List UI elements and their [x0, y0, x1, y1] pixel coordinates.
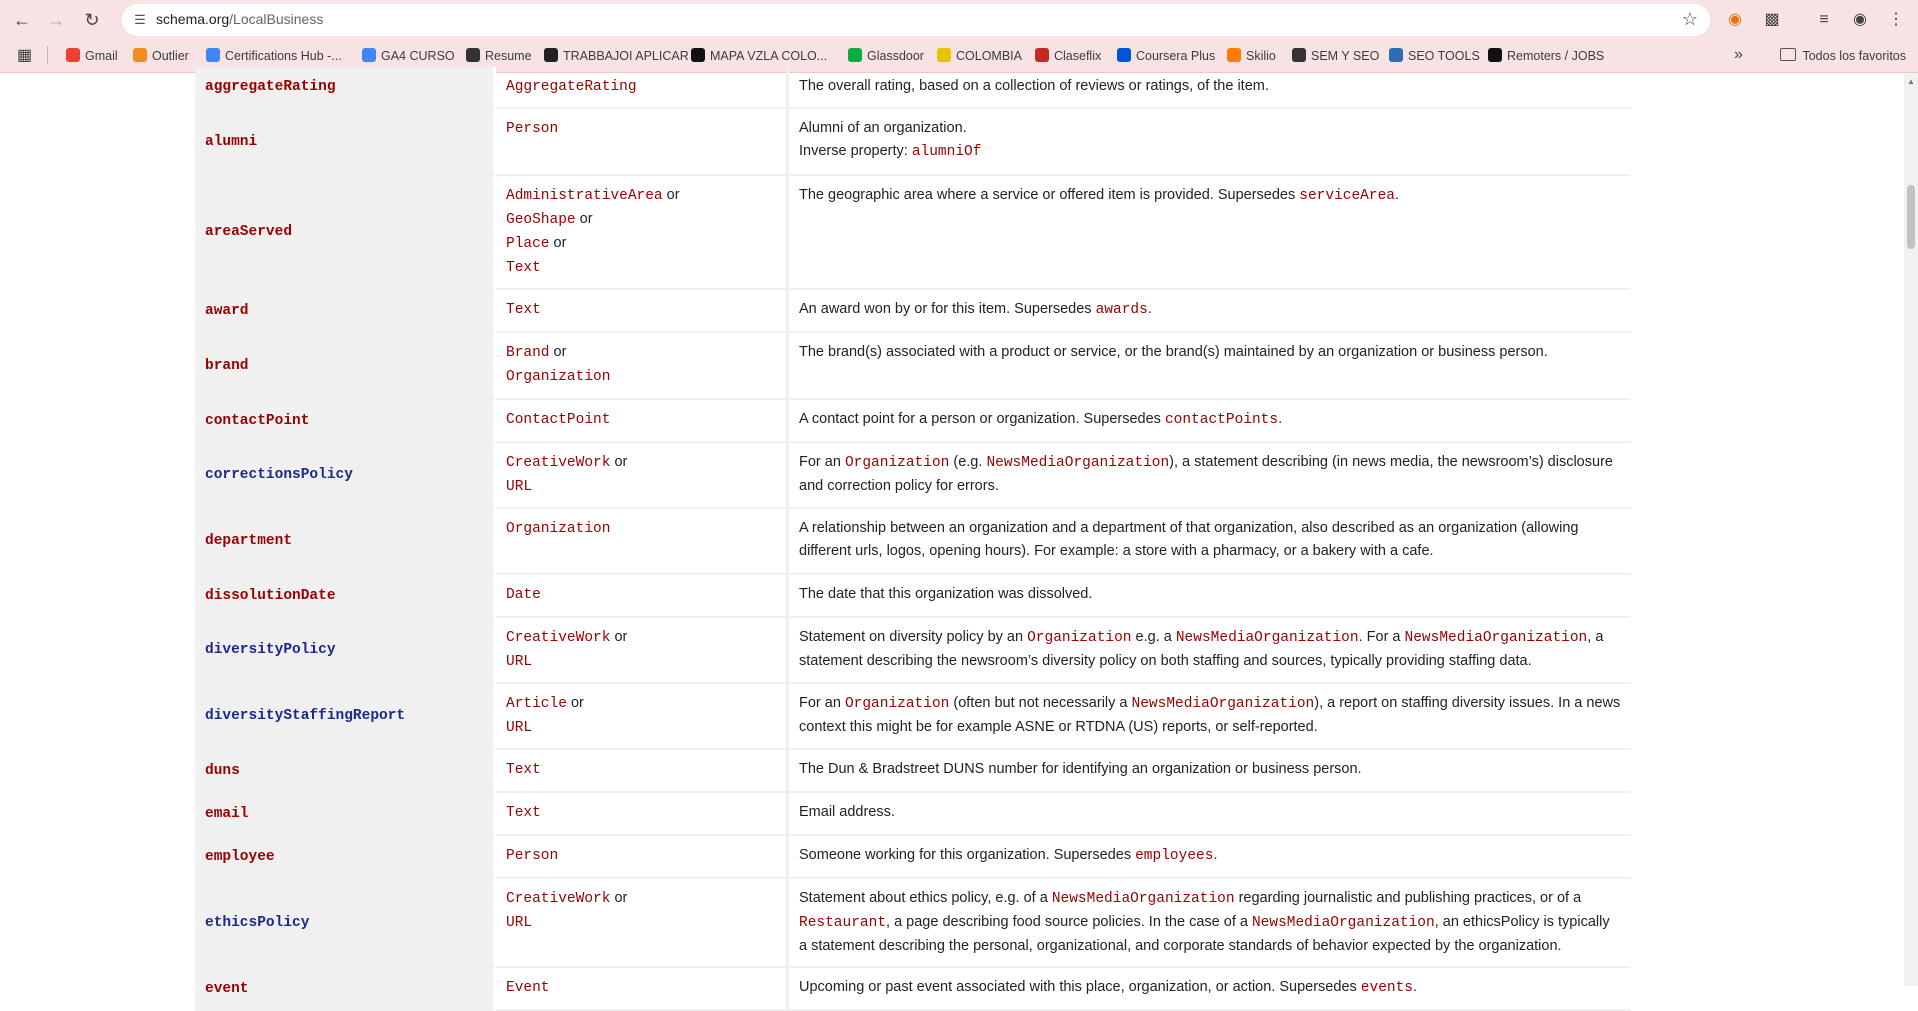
property-row [195, 968, 1631, 1011]
property-name-link[interactable]: contactPoint [205, 412, 310, 429]
expected-type-cell [496, 968, 789, 1011]
description-text: (e.g. [949, 454, 987, 470]
description-text: ), a statement describing (in news media, the newsroom’s) disclosure and correction policy for errors. [799, 454, 1613, 494]
type-link[interactable]: CreativeWork [506, 455, 611, 471]
or-text: or [614, 629, 628, 645]
property-name-cell [195, 879, 496, 968]
bookmark-item[interactable] [1117, 48, 1215, 64]
bookmark-label: SEO TOOLS [1408, 49, 1480, 63]
bookmark-item[interactable] [544, 48, 689, 64]
bookmark-favicon-icon [937, 48, 951, 62]
scroll-up-icon[interactable]: ▲ [1907, 77, 1915, 86]
property-row [195, 67, 1631, 109]
inline-type-link[interactable]: events [1360, 980, 1414, 996]
bookmark-favicon-icon [544, 48, 558, 62]
back-icon[interactable]: ← [13, 10, 31, 30]
property-row [195, 684, 1631, 750]
profile-avatar[interactable]: ◉ [1853, 11, 1867, 28]
type-link[interactable]: URL [506, 915, 533, 931]
description-text: Inverse property: [799, 143, 912, 159]
description-text: e.g. a [1131, 629, 1176, 645]
bookmark-label: COLOMBIA [956, 49, 1022, 63]
expected-type-cell [496, 290, 789, 333]
bookmark-item[interactable] [362, 48, 455, 64]
expected-type-cell [496, 443, 789, 509]
property-name-link[interactable]: alumni [205, 133, 258, 150]
inline-type-link[interactable]: awards [1095, 302, 1148, 318]
type-link[interactable]: CreativeWork [506, 891, 611, 907]
bookmark-label: Remoters / JOBS [1507, 49, 1605, 63]
reading-list-icon[interactable]: ≡ [1819, 11, 1829, 28]
site-info-icon[interactable]: ☰ [134, 12, 146, 27]
expected-type-cell [496, 879, 789, 968]
menu-icon[interactable]: ⋮ [1888, 11, 1904, 28]
property-name-link[interactable]: brand [205, 357, 249, 374]
bookmark-favicon-icon [848, 48, 862, 62]
expected-type-cell [496, 109, 789, 176]
bookmark-label: Skilio [1246, 49, 1276, 63]
description-cell [789, 618, 1631, 684]
property-name-cell [195, 684, 496, 750]
description-text: Upcoming or past event associated with this place, organization, or action. Supersedes [799, 979, 1361, 995]
property-name-cell [195, 750, 496, 793]
property-row [195, 333, 1631, 400]
type-link[interactable]: Text [506, 762, 541, 778]
bookmark-item[interactable] [206, 48, 342, 64]
description-text: Statement about ethics policy, e.g. of a [799, 890, 1052, 906]
folder-icon [1780, 48, 1796, 61]
or-text: or [614, 890, 628, 906]
all-bookmarks-folder[interactable]: Todos los favoritos [1780, 48, 1906, 64]
type-link[interactable]: GeoShape [506, 212, 576, 228]
bookmark-label: TRABBAJOI APLICAR [563, 49, 689, 63]
expected-type-cell [496, 176, 789, 290]
type-link[interactable]: ContactPoint [506, 412, 611, 428]
bookmark-item[interactable] [848, 48, 924, 64]
bookmark-label: Coursera Plus [1136, 49, 1216, 63]
property-row [195, 836, 1631, 879]
scrollbar-thumb[interactable] [1907, 185, 1915, 249]
bookmark-item[interactable] [466, 48, 532, 64]
bookmark-label: SEM Y SEO [1311, 49, 1380, 63]
description-cell [789, 793, 1631, 836]
property-name-cell [195, 400, 496, 443]
more-bookmarks-icon[interactable]: » [1734, 46, 1743, 63]
description-text: The date that this organization was dissolved. [799, 586, 1093, 602]
property-row [195, 176, 1631, 290]
property-name-link[interactable]: diversityPolicy [205, 642, 336, 658]
address-bar[interactable] [122, 4, 1710, 36]
inline-type-link[interactable]: NewsMediaOrganization [1251, 915, 1435, 931]
description-text: . [1213, 847, 1218, 863]
property-name-link[interactable]: diversityStaffingReport [205, 708, 406, 724]
description-text: Alumni of an organization. [799, 120, 967, 136]
property-name-link[interactable]: award [205, 302, 249, 319]
type-link[interactable]: AggregateRating [506, 79, 637, 95]
bookmark-item[interactable] [1488, 48, 1604, 64]
or-text: or [553, 235, 567, 251]
property-name-link[interactable]: email [205, 805, 249, 822]
property-name-cell [195, 333, 496, 400]
inline-type-link[interactable]: employees [1135, 848, 1214, 864]
property-name-cell [195, 836, 496, 879]
expected-type-cell [496, 684, 789, 750]
description-text: , a statement describing the newsroom’s diversity policy on both staffing and sources, typically providing staffing data. [799, 629, 1604, 669]
inline-type-link[interactable]: NewsMediaOrganization [1404, 630, 1588, 646]
description-text: . [1278, 411, 1283, 427]
type-link[interactable]: URL [506, 654, 533, 670]
bookmark-label: Certifications Hub -... [225, 49, 342, 63]
bookmark-favicon-icon [1389, 48, 1403, 62]
property-name-link[interactable]: department [205, 533, 293, 549]
description-text: The geographic area where a service or offered item is provided. Supersedes [799, 187, 1300, 203]
or-text: or [666, 187, 680, 203]
description-text: Statement on diversity policy by an [799, 629, 1028, 645]
type-link[interactable]: Text [506, 302, 541, 318]
or-text: or [614, 454, 628, 470]
bookmark-label: GA4 CURSO [381, 49, 455, 63]
description-text: Email address. [799, 804, 895, 820]
type-link[interactable]: URL [506, 720, 533, 736]
inline-type-link[interactable]: Organization [844, 455, 950, 471]
bookmark-favicon-icon [1227, 48, 1241, 62]
property-row [195, 575, 1631, 618]
type-link[interactable]: Article [506, 696, 567, 712]
bookmark-item[interactable] [66, 48, 118, 64]
description-text: An award won by or for this item. Supersedes [799, 301, 1096, 317]
extension-icon[interactable]: ◉ [1728, 11, 1742, 28]
bookmark-favicon-icon [466, 48, 480, 62]
bookmark-label: Gmail [85, 49, 118, 63]
property-row [195, 400, 1631, 443]
bookmark-label: Glassdoor [867, 49, 924, 63]
bookmark-item[interactable] [1035, 48, 1101, 64]
bookmark-favicon-icon [66, 48, 80, 62]
property-row [195, 879, 1631, 968]
description-text: The overall rating, based on a collection of reviews or ratings, of the item. [799, 78, 1269, 94]
bookmark-favicon-icon [206, 48, 220, 62]
description-text: Someone working for this organization. Supersedes [799, 847, 1136, 863]
property-name-link[interactable]: aggregateRating [205, 79, 336, 95]
property-row [195, 443, 1631, 509]
type-link[interactable]: Organization [506, 521, 611, 537]
description-cell [789, 109, 1631, 176]
type-link[interactable]: Organization [506, 369, 611, 385]
description-text: regarding journalistic and publishing practices, or of a [1234, 890, 1582, 906]
bookmark-item[interactable] [937, 48, 1022, 64]
or-text: or [579, 211, 593, 227]
description-cell [789, 836, 1631, 879]
property-row [195, 109, 1631, 176]
reload-icon[interactable]: ↻ [84, 10, 100, 30]
expected-type-cell [496, 67, 789, 109]
inline-type-link[interactable]: serviceArea [1299, 188, 1395, 204]
property-row [195, 793, 1631, 836]
description-text: The brand(s) associated with a product or service, or the brand(s) maintained by an organization or business person. [799, 344, 1548, 360]
bookmark-favicon-icon [691, 48, 705, 62]
description-cell [789, 575, 1631, 618]
type-link[interactable]: CreativeWork [506, 630, 611, 646]
bookmarks-separator [47, 46, 48, 64]
property-name-cell [195, 793, 496, 836]
expected-type-cell [496, 750, 789, 793]
properties-table [195, 67, 1631, 1011]
property-name-cell [195, 968, 496, 1011]
bookmark-label: Outlier [152, 49, 189, 63]
property-name-link[interactable]: dissolutionDate [205, 587, 336, 604]
type-link[interactable]: Place [506, 236, 550, 252]
bookmark-favicon-icon [362, 48, 376, 62]
property-name-cell [195, 618, 496, 684]
description-text: . [1413, 979, 1418, 995]
type-link[interactable]: Person [506, 121, 559, 137]
inline-type-link[interactable]: alumniOf [911, 144, 982, 160]
or-text: or [570, 695, 584, 711]
expected-type-cell [496, 333, 789, 400]
property-row [195, 618, 1631, 684]
expected-type-cell [496, 575, 789, 618]
description-text: , an ethicsPolicy is typically a statement describing the personal, organizational, and corporate standards of behavior expected by the organization. [799, 914, 1610, 954]
description-cell [789, 400, 1631, 443]
property-row [195, 509, 1631, 575]
description-text: . [1147, 301, 1152, 317]
description-text: For an [799, 454, 845, 470]
bookmark-label: MAPA VZLA COLO... [710, 49, 828, 63]
expected-type-cell [496, 618, 789, 684]
property-name-cell [195, 67, 496, 109]
or-text: or [553, 344, 567, 360]
description-cell [789, 67, 1631, 109]
bookmark-item[interactable] [1292, 48, 1379, 64]
inline-type-link[interactable]: Organization [1027, 630, 1132, 646]
type-link[interactable]: AdministrativeArea [506, 188, 663, 204]
type-link[interactable]: URL [506, 479, 533, 495]
description-text: . For a [1358, 629, 1405, 645]
bookmark-label: Resume [485, 49, 532, 63]
bookmark-star-icon[interactable]: ☆ [1681, 9, 1698, 29]
extensions-puzzle-icon[interactable]: ▩ [1764, 11, 1780, 28]
inline-type-link[interactable]: NewsMediaOrganization [1051, 891, 1235, 907]
type-link[interactable]: Event [506, 980, 550, 996]
browser-toolbar [0, 0, 1918, 40]
description-text: The Dun & Bradstreet DUNS number for identifying an organization or business person. [799, 761, 1362, 777]
inline-type-link[interactable]: NewsMediaOrganization [1131, 696, 1315, 712]
inline-type-link[interactable]: Restaurant [799, 915, 887, 931]
description-cell [789, 968, 1631, 1011]
description-text: A relationship between an organization and a department of that organization, also described as an organization (allowing different urls, logos, opening hours). For example: a store with a pharmacy, or a bakery with a cafe. [799, 520, 1579, 559]
bookmark-item[interactable] [1227, 48, 1276, 64]
property-name-link[interactable]: correctionsPolicy [205, 467, 353, 483]
bookmark-favicon-icon [1035, 48, 1049, 62]
type-link[interactable]: Text [506, 805, 541, 821]
bookmark-item[interactable] [691, 48, 827, 64]
property-name-link[interactable]: employee [205, 848, 275, 865]
description-text: ), a report on staffing diversity issues. In a news context this might be for example ASNE or RTDNA (US) reports, or self-reported. [799, 695, 1621, 735]
expected-type-cell [496, 793, 789, 836]
expected-type-cell [496, 400, 789, 443]
expected-type-cell [496, 836, 789, 879]
description-text: For an [799, 695, 845, 711]
expected-type-cell [496, 509, 789, 575]
property-name-link[interactable]: duns [205, 762, 240, 779]
description-cell [789, 879, 1631, 968]
scrollbar[interactable] [1904, 73, 1918, 986]
inline-type-link[interactable]: NewsMediaOrganization [986, 455, 1170, 471]
apps-grid-icon[interactable]: ▦ [17, 47, 33, 64]
property-name-cell [195, 443, 496, 509]
description-text: , a page describing food source policies. In the case of a [886, 914, 1252, 930]
property-name-cell [195, 176, 496, 290]
inline-type-link[interactable]: contactPoints [1164, 412, 1279, 428]
type-link[interactable]: Person [506, 848, 559, 864]
property-name-cell [195, 290, 496, 333]
forward-icon[interactable]: → [47, 10, 65, 30]
bookmark-favicon-icon [1488, 48, 1502, 62]
url-text[interactable]: schema.org/LocalBusiness [156, 11, 324, 27]
bookmark-favicon-icon [1117, 48, 1131, 62]
description-cell [789, 684, 1631, 750]
property-row [195, 290, 1631, 333]
property-name-link[interactable]: areaServed [205, 224, 293, 240]
bookmark-item[interactable] [133, 48, 189, 64]
type-link[interactable]: Brand [506, 345, 550, 361]
bookmark-label: Claseflix [1054, 49, 1102, 63]
description-cell [789, 443, 1631, 509]
description-text: A contact point for a person or organization. Supersedes [799, 411, 1165, 427]
property-name-link[interactable]: ethicsPolicy [205, 914, 310, 931]
description-cell [789, 333, 1631, 400]
description-cell [789, 750, 1631, 793]
bookmark-favicon-icon [133, 48, 147, 62]
page-content [0, 73, 1904, 997]
type-link[interactable]: Date [506, 587, 541, 603]
property-name-link[interactable]: event [205, 980, 249, 997]
description-cell [789, 176, 1631, 290]
property-row [195, 750, 1631, 793]
bookmark-favicon-icon [1292, 48, 1306, 62]
property-name-cell [195, 509, 496, 575]
inline-type-link[interactable]: NewsMediaOrganization [1175, 630, 1359, 646]
description-cell [789, 290, 1631, 333]
property-name-cell [195, 575, 496, 618]
description-text: . [1394, 187, 1400, 203]
property-name-cell [195, 109, 496, 176]
description-cell [789, 509, 1631, 575]
bookmark-item[interactable] [1389, 48, 1480, 64]
description-text: (often but not necessarily a [949, 695, 1132, 711]
type-link[interactable]: Text [506, 260, 541, 276]
inline-type-link[interactable]: Organization [844, 696, 950, 712]
